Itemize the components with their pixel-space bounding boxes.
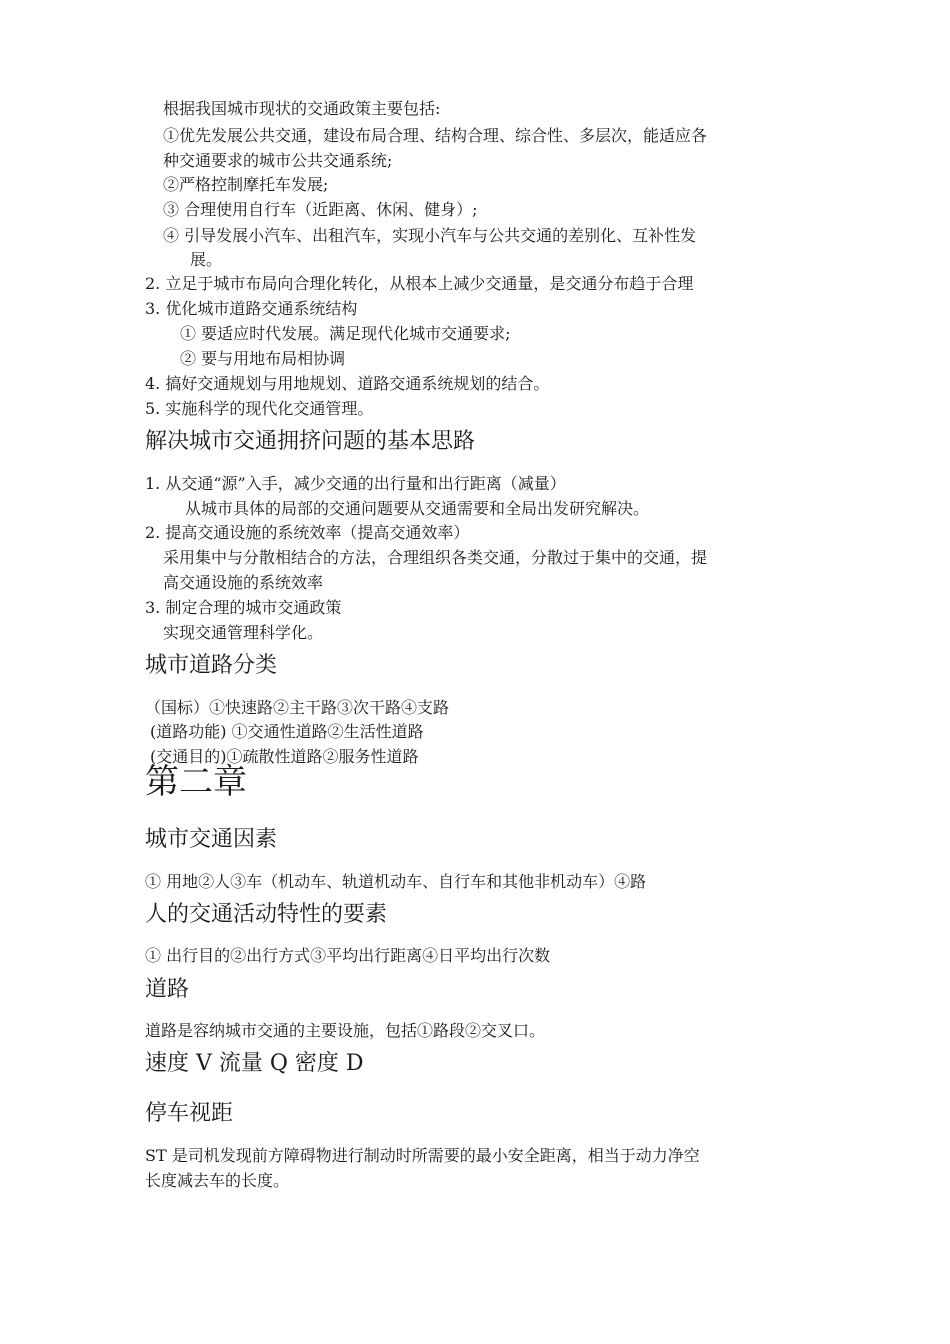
policy-point-4: 4. 搞好交通规划与用地规划、道路交通系统规划的结合。 <box>145 374 550 393</box>
road-class-function: (道路功能) ①交通性道路②生活性道路 <box>150 722 424 741</box>
sight-heading: 停车视距 <box>145 1101 234 1126</box>
activity-heading: 人的交通活动特性的要素 <box>145 902 388 927</box>
road-heading: 道路 <box>145 977 190 1002</box>
congestion-heading: 解决城市交通拥挤问题的基本思路 <box>145 429 476 454</box>
sight-line-2: 长度减去车的长度。 <box>145 1171 290 1190</box>
vqd-heading: 速度 V 流量 Q 密度 D <box>145 1051 364 1076</box>
policy-point-2: 2. 立足于城市布局向合理化转化，从根本上减少交通量，是交通分布趋于合理 <box>145 274 694 293</box>
road-class-heading: 城市道路分类 <box>145 653 278 678</box>
policy-item-1-cont: 种交通要求的城市公共交通系统; <box>163 151 393 170</box>
policy-item-3: ③ 合理使用自行车（近距离、休闲、健身）; <box>163 200 478 219</box>
congestion-point-3: 3. 制定合理的城市交通政策 <box>145 598 342 617</box>
congestion-point-1: 1. 从交通“源”入手，减少交通的出行量和出行距离（减量） <box>145 474 566 493</box>
policy-point-5: 5. 实施科学的现代化交通管理。 <box>145 399 374 418</box>
policy-intro: 根据我国城市现状的交通政策主要包括: <box>163 99 441 118</box>
congestion-point-2: 2. 提高交通设施的系统效率（提高交通效率） <box>145 523 470 542</box>
factors-line: ① 用地②人③车（机动车、轨道机动车、自行车和其他非机动车）④路 <box>145 872 647 891</box>
congestion-point-3-detail: 实现交通管理科学化。 <box>163 623 324 642</box>
activity-line: ① 出行目的②出行方式③平均出行距离④日平均出行次数 <box>145 946 551 965</box>
road-class-national: （国标）①快速路②主干路③次干路④支路 <box>145 698 450 717</box>
road-class-purpose: (交通目的)①疏散性道路②服务性道路 <box>150 747 419 766</box>
sight-line-1: ST 是司机发现前方障碍物进行制动时所需要的最小安全距离，相当于动力净空 <box>145 1146 700 1165</box>
policy-point-3b: ② 要与用地布局相协调 <box>180 349 346 368</box>
congestion-point-1-detail: 从城市具体的局部的交通问题要从交通需要和全局出发研究解决。 <box>185 499 650 518</box>
congestion-point-2-detail-cont: 高交通设施的系统效率 <box>163 573 324 592</box>
policy-item-1: ①优先发展公共交通，建设布局合理、结构合理、综合性、多层次，能适应各 <box>163 126 708 145</box>
policy-item-2: ②严格控制摩托车发展; <box>163 175 329 194</box>
policy-item-4: ④ 引导发展小汽车、出租汽车，实现小汽车与公共交通的差别化、互补性发 <box>163 226 697 245</box>
road-line: 道路是容纳城市交通的主要设施，包括①路段②交叉口。 <box>145 1021 546 1040</box>
policy-point-3a: ① 要适应时代发展。满足现代化城市交通要求; <box>180 324 511 343</box>
congestion-point-2-detail: 采用集中与分散相结合的方法，合理组织各类交通，分散过于集中的交通，提 <box>163 548 708 567</box>
factors-heading: 城市交通因素 <box>145 827 278 852</box>
chapter-title: 第二章 <box>145 762 247 802</box>
policy-item-4-cont: 展。 <box>190 250 223 269</box>
policy-point-3: 3. 优化城市道路交通系统结构 <box>145 299 358 318</box>
